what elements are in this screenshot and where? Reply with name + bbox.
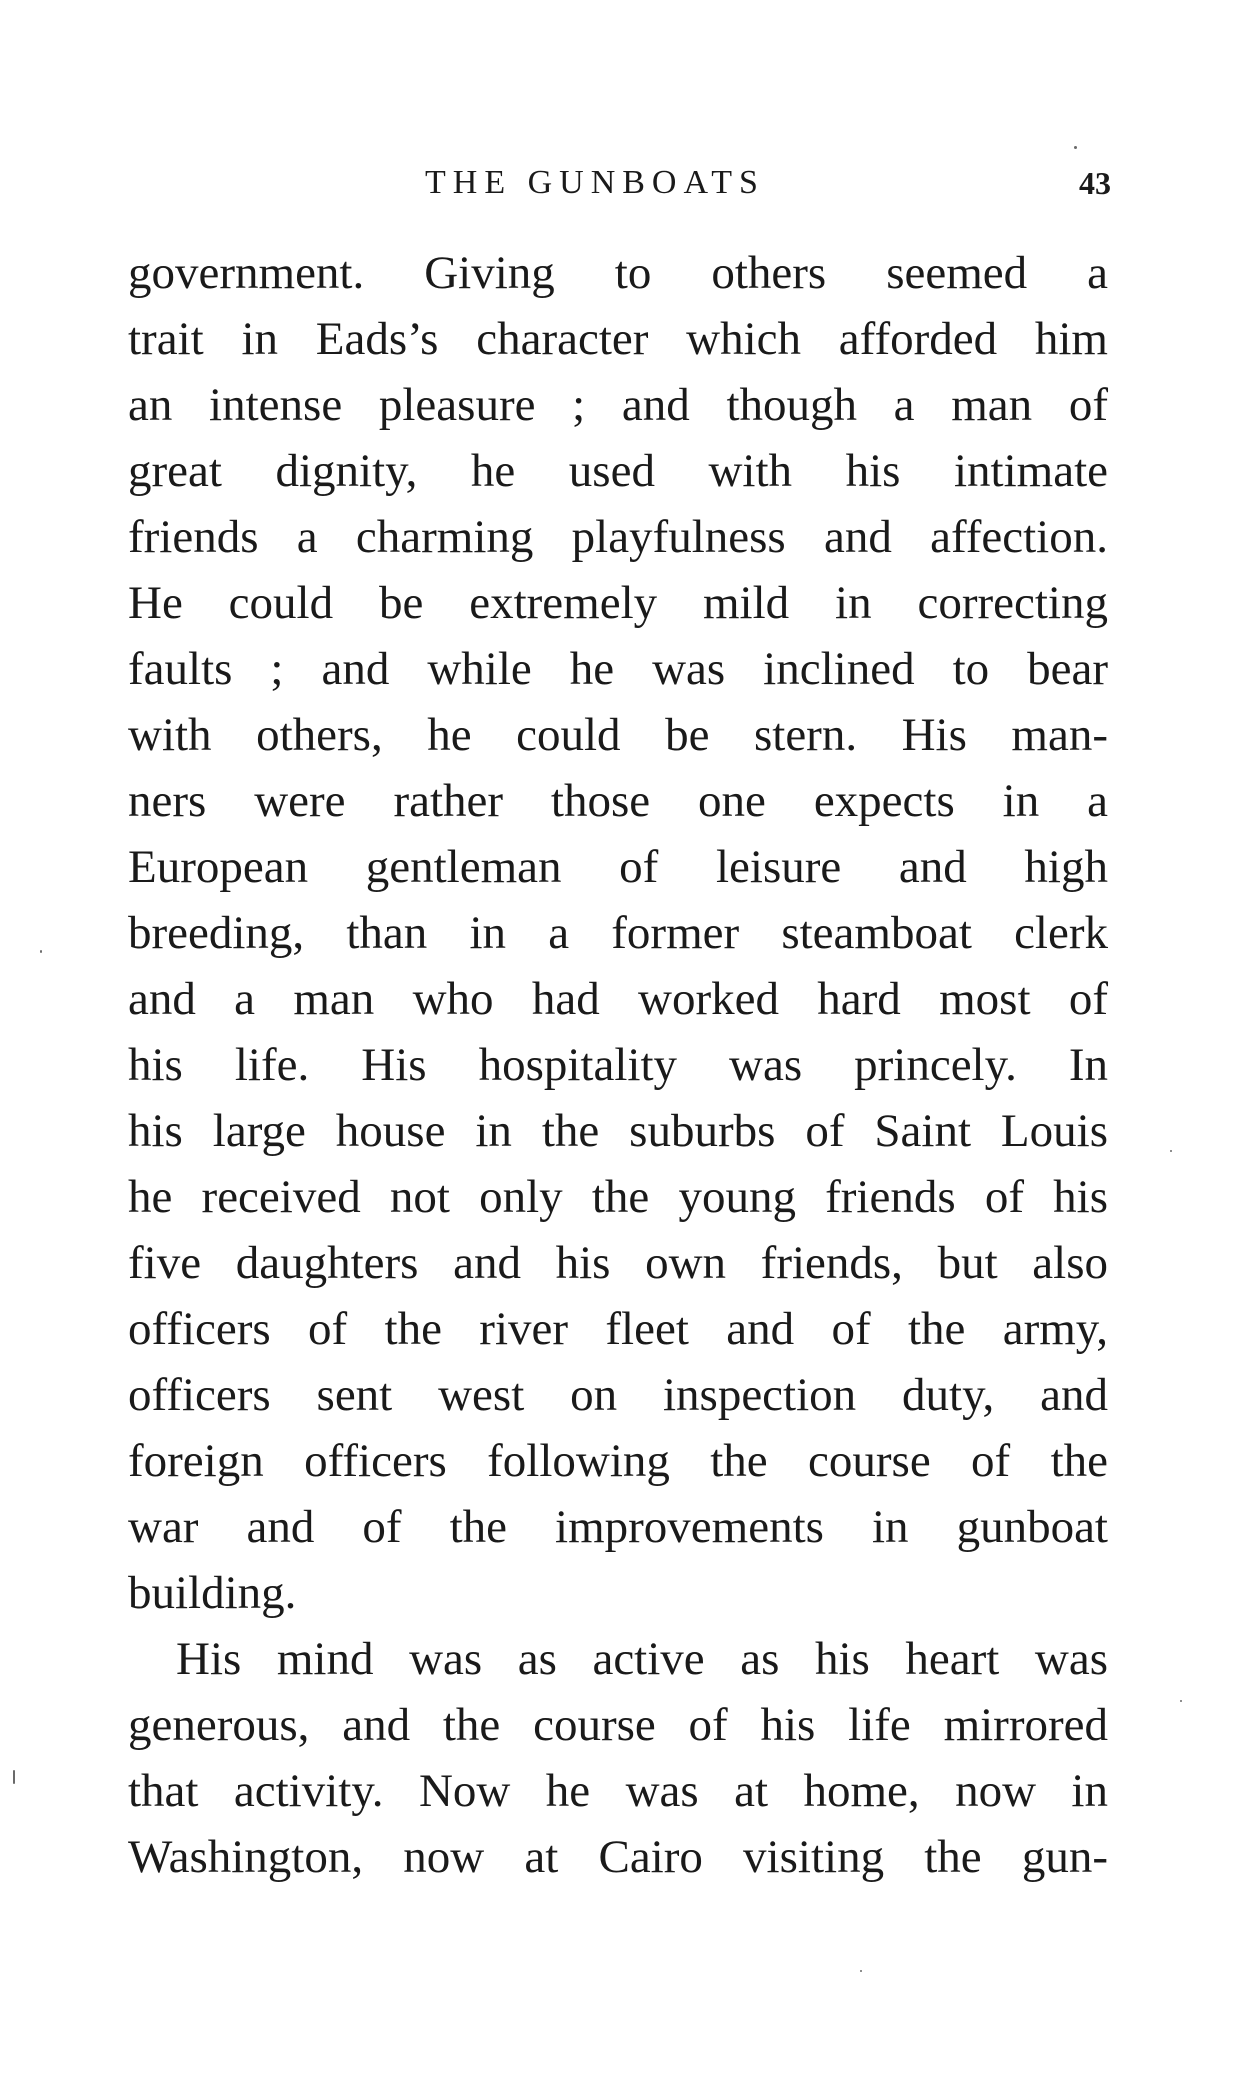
text-line: he received not only the young friends of his xyxy=(128,1171,1108,1223)
text-line: breeding, than in a former steamboat clerk xyxy=(128,907,1108,959)
text-line: five daughters and his own friends, but also xyxy=(128,1237,1108,1289)
text-line: foreign officers following the course of the xyxy=(128,1435,1108,1487)
paragraph xyxy=(128,1626,1108,1890)
page-number: 43 xyxy=(1079,165,1111,201)
paragraph xyxy=(128,240,1108,1626)
text-line: an intense pleasure ; and though a man of xyxy=(128,379,1108,431)
text-line: and a man who had worked hard most of xyxy=(128,973,1108,1025)
text-line: that activity. Now he was at home, now in xyxy=(128,1765,1108,1817)
scan-speck xyxy=(40,950,42,953)
text-line: building. xyxy=(128,1567,297,1619)
text-line: friends a charming playfulness and affection. xyxy=(128,511,1108,563)
text-line: officers of the river fleet and of the army, xyxy=(128,1303,1108,1355)
body-text xyxy=(128,240,1108,1890)
text-line: faults ; and while he was inclined to bear xyxy=(128,643,1108,695)
text-line: with others, he could be stern. His man- xyxy=(128,709,1108,761)
text-line: European gentleman of leisure and high xyxy=(128,841,1108,893)
text-line: He could be extremely mild in correcting xyxy=(128,577,1108,629)
text-line: government. Giving to others seemed a xyxy=(128,247,1108,299)
scan-speck xyxy=(860,1970,862,1972)
scan-speck xyxy=(13,1770,15,1784)
text-line: war and of the improvements in gunboat xyxy=(128,1501,1108,1553)
text-line: ners were rather those one expects in a xyxy=(128,775,1108,827)
scan-speck xyxy=(1170,1150,1172,1152)
text-line: generous, and the course of his life mirrored xyxy=(128,1699,1108,1751)
scan-speck xyxy=(1180,1700,1182,1702)
running-header xyxy=(120,158,1120,208)
text-line: officers sent west on inspection duty, and xyxy=(128,1369,1108,1421)
text-line: his life. His hospitality was princely. In xyxy=(128,1039,1108,1091)
text-line: great dignity, he used with his intimate xyxy=(128,445,1108,497)
text-line: trait in Eads’s character which afforded him xyxy=(128,313,1108,365)
text-line: his large house in the suburbs of Saint Louis xyxy=(128,1105,1108,1157)
text-line: His mind was as active as his heart was xyxy=(176,1633,1108,1685)
text-line: Washington, now at Cairo visiting the gun- xyxy=(128,1831,1108,1883)
running-title: THE GUNBOATS xyxy=(425,164,765,201)
scan-speck xyxy=(1074,146,1077,149)
